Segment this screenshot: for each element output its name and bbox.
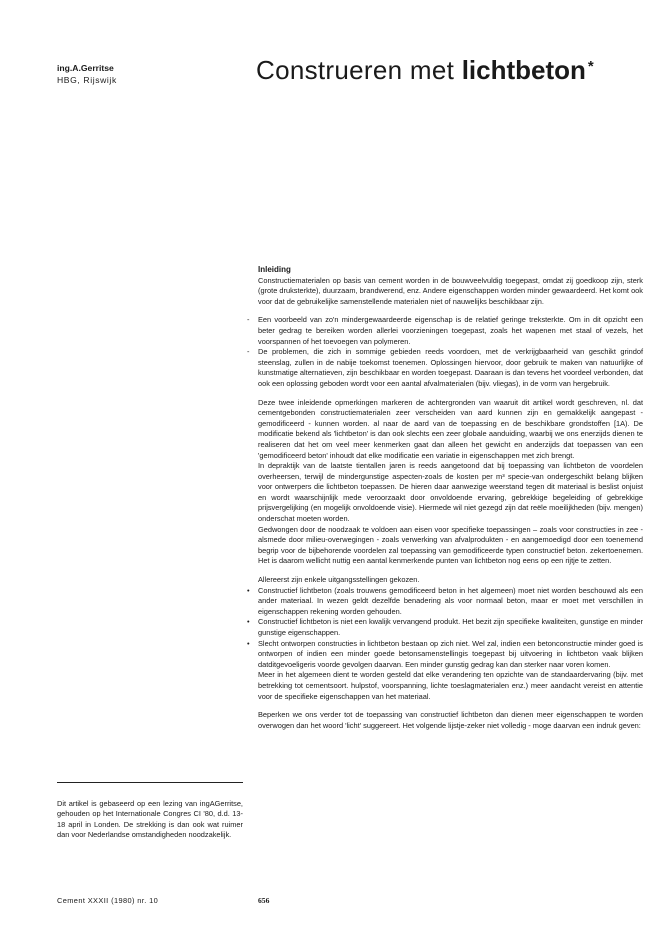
- paragraph: Allereerst zijn enkele uitgangsstellingen gekozen.: [258, 575, 420, 585]
- page-number: 656: [258, 896, 270, 905]
- footnote-divider: [57, 782, 243, 783]
- article-title: [256, 55, 594, 86]
- paragraph: In depraktijk van de laatste tientallen jaren is reeds aangetoond dat bij toepassing van lichtbeton de voordelen overheersen, terwijl de mindergunstige aspecten-zoals de kosten per m³ specie-van ondergeschikt belang blijken voor ontwerpers die lichtbeton toepassen. De hieren daar aanwezige weerstand tegen dit materiaal is beslist onjuist en wordt waarschijnlijk mede veroorzaakt door onvoldoende ervaring, gebrekkige begeleiding of gebrekkige prijsvergelijking (en mogelijk onvoldoende visie). Hiermede wil niet gezegd zijn dat reële moeilijkheden (bijv. mengen) onderschat moeten worden.: [258, 461, 643, 524]
- intro-paragraph: Constructiematerialen op basis van cement worden in de bouwveelvuldig toegepast, omdat zij goedkoop zijn, sterk (grote druksterkte), duurzaam, brandwerend, enz. Andere eigenschappen worden minder gewaardeerd. Het komt ook voor dat de gebruikelijke samenstellende materialen niet of nauwelijks beschikbaar zijn.: [258, 275, 643, 306]
- bullet-list-item: • Constructief lichtbeton (zoals trouwens gemodificeerd beton in het algemeen) moet niet worden beschouwd als een ander materiaal. In wezen geldt dezelfde benadering als voor normaal beton, maar er moet met verschillen in eigenschappen rekening worden gehouden.: [247, 585, 643, 616]
- paragraph: Meer in het algemeen dient te worden gesteld dat elke verandering ten opzichte van de standaardervaring (bijv. met betrekking tot cementsoort. hulpstof, voorspanning, lichte toeslagmaterialen enz.) meer aandacht vereist en attentie voor de specifieke eigenschappen van het materiaal.: [258, 670, 643, 701]
- paragraph: Gedwongen door de noodzaak te voldoen aan eisen voor specifieke toepassingen – zoals voor constructies in zee - alsmede door milieu-overwegingen - zoals verwerking van afvalprodukten - en aangemoedigd door een toenemend begrip voor de bijbehorende voordelen zal toepassing van gemodificeerde typen constructief beton. zekertoenemen. Het is daarom wellicht nuttig een aantal kenmerkende punten van lichtbeton nog eens op een rijtje te zetten.: [258, 524, 643, 566]
- journal-reference: Cement XXXII (1980) nr. 10: [57, 896, 159, 905]
- article-body: [247, 265, 643, 731]
- author-affiliation: HBG, Rijswijk: [57, 74, 117, 85]
- footnote: Dit artikel is gebaseerd op een lezing van ingAGerritse, gehouden op het Internationale Congres CI '80, d.d. 13-18 april in Londen. De strekking is dan ook wat ruimer dan voor Nederlandse omstandigheden noodzakelijk.: [57, 799, 243, 840]
- title-footnote-mark: *: [587, 58, 595, 75]
- author-block: [57, 63, 117, 86]
- dash-list-item: - Een voorbeeld van zo'n mindergewaardeerde eigenschap is de relatief geringe treksterkte. Om in dit opzicht een beter gedrag te bereiken worden allerlei voorzieningen toegepast, zoals het wapenen met staal of vezels, het voorspannen of het toevoegen van polymeren.: [247, 315, 643, 346]
- section-heading: Inleiding: [258, 265, 291, 274]
- bullet-list-item: • Slecht ontworpen constructies in lichtbeton bestaan op zich niet. Wel zal, indien een betonconstructie minder goed is ontworpen of indien een minder goede betonsamenstellingis toegepast bij uitvoering in lichtbeton vaak blijken datditgevoeligeris voorde gevolgen daarvan. Een minder gunstig gedrag kan dan sterker naar voren komen.: [247, 638, 643, 669]
- paragraph: Deze twee inleidende opmerkingen markeren de achtergronden van waaruit dit artikel wordt geschreven, nl. dat cementgebonden constructiematerialen zeer verscheiden van aard kunnen zijn en gemakkelijk aangepast - gemodificeerd - kunnen worden. al naar de aard van de toepassing en de beschikbare grondstoffen [1A). De modificatie bekend als 'lichtbeton' is dan ook slechts een zeer globale aanduiding, waarbij we ons enerzijds dienen te realiseren dat het om veel meer kenmerken gaat dan alleen het gewicht en anderzijds dat toepassen van een 'gemodificeerd beton' inhoudt dat elke modificatie een variatie in eigenschappen met zich brengt.: [258, 397, 643, 460]
- dash-list-item: - De problemen, die zich in sommige gebieden reeds voordoen, met de verkrijgbaarheid van geschikt grindof steenslag, zullen in de nabije toekomst toenemen. Oplossingen hiervoor, door gebruik te maken van natuurlijke of kunstmatige alternatieven, zijn beschikbaar en worden toegepast. Daaraan is dan tevens het voordeel verbonden, dat ook een oplossing geboden wordt voor een aantal afvalmaterialen (bijv. vliegas), in de vorm van hergebruik.: [247, 347, 643, 388]
- title-prefix: Construeren met: [256, 55, 455, 85]
- paragraph: Beperken we ons verder tot de toepassing van constructief lichtbeton dan dienen meer eigenschappen te worden overwogen dan het woord 'licht' suggereert. Het volgende lijstje-zeker niet volledig - moge daarvan een indruk geven:: [258, 710, 643, 730]
- author-name: ing.A.Gerritse: [57, 63, 114, 73]
- bullet-list-item: • Constructief lichtbeton is niet een kwalijk vervangend produkt. Het bezit zijn specifieke kwaliteiten, gunstige en minder gunstige eigenschappen.: [247, 617, 643, 637]
- title-bold: lichtbeton: [461, 55, 586, 85]
